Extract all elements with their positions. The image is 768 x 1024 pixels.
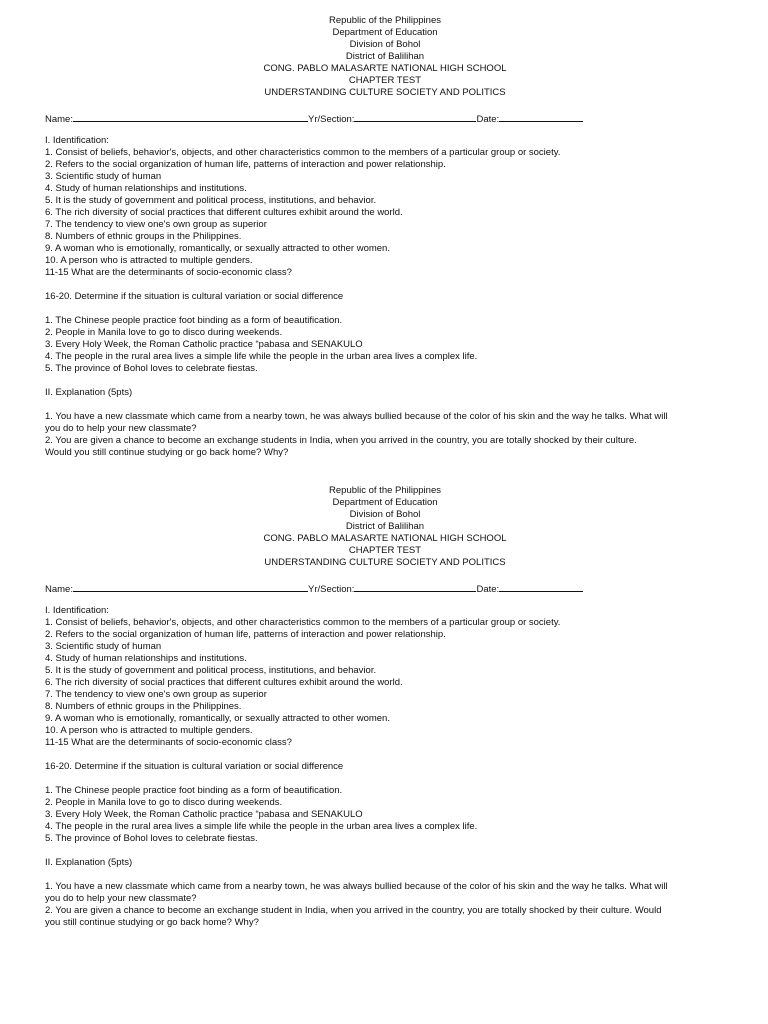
explanation-question-1-cont: you do to help your new classmate? — [45, 893, 197, 904]
identification-title: I. Identification: — [45, 135, 109, 146]
yr-section-blank[interactable] — [354, 581, 476, 592]
explanation-question-2-cont: Would you still continue studying or go back home? Why? — [45, 447, 289, 458]
explanation-question-1-cont: you do to help your new classmate? — [45, 423, 197, 434]
yr-section-label: Yr/Section: — [307, 114, 355, 125]
situation-item: 4. The people in the rural area lives a simple life while the people in the urban area lives a complex life. — [45, 351, 478, 362]
identification-item: 2. Refers to the social organization of human life, patterns of interaction and power relationship. — [45, 159, 446, 170]
situation-item: 2. People in Manila love to go to disco during weekends. — [45, 327, 283, 338]
yr-section-label: Yr/Section: — [307, 584, 355, 595]
situation-instruction: 16-20. Determine if the situation is cultural variation or social difference — [45, 761, 344, 772]
identification-item: 9. A woman who is emotionally, romantically, or sexually attracted to other women. — [45, 713, 390, 724]
header-subject: UNDERSTANDING CULTURE SOCIETY AND POLITICS — [264, 87, 506, 98]
identification-item: 3. Scientific study of human — [45, 641, 162, 652]
student-info-line — [45, 111, 725, 123]
header-district: District of Balilihan — [345, 521, 425, 532]
identification-item: 5. It is the study of government and political process, institutions, and behavior. — [45, 665, 377, 676]
date-blank[interactable] — [499, 581, 583, 592]
situation-item: 1. The Chinese people practice foot binding as a form of beautification. — [45, 785, 343, 796]
explanation-question-2: 2. You are given a chance to become an exchange students in India, when you arrived in the country, you are totally shocked by their culture. — [45, 435, 637, 446]
identification-item: 11-15 What are the determinants of socio-economic class? — [45, 737, 292, 748]
header-subject: UNDERSTANDING CULTURE SOCIETY AND POLITICS — [264, 557, 506, 568]
identification-item: 4. Study of human relationships and institutions. — [45, 183, 247, 194]
yr-section-blank[interactable] — [354, 111, 476, 122]
header-division: Division of Bohol — [349, 509, 421, 520]
identification-item: 11-15 What are the determinants of socio-economic class? — [45, 267, 292, 278]
header-school: CONG. PABLO MALASARTE NATIONAL HIGH SCHOOL — [263, 533, 507, 544]
name-label: Name: — [45, 584, 73, 595]
date-blank[interactable] — [499, 111, 583, 122]
header-school: CONG. PABLO MALASARTE NATIONAL HIGH SCHOOL — [263, 63, 507, 74]
situation-instruction: 16-20. Determine if the situation is cultural variation or social difference — [45, 291, 344, 302]
identification-item: 5. It is the study of government and political process, institutions, and behavior. — [45, 195, 377, 206]
date-label: Date: — [476, 114, 500, 125]
identification-title: I. Identification: — [45, 605, 109, 616]
header-division: Division of Bohol — [349, 39, 421, 50]
header-department: Department of Education — [332, 497, 438, 508]
header-republic: Republic of the Philippines — [329, 485, 441, 496]
identification-item: 2. Refers to the social organization of human life, patterns of interaction and power relationship. — [45, 629, 446, 640]
explanation-question-1: 1. You have a new classmate which came from a nearby town, he was always bullied because of the color of his skin and the way he talks. What will — [45, 411, 668, 422]
header-district: District of Balilihan — [345, 51, 425, 62]
chapter-test-copy-2 — [45, 485, 725, 929]
identification-item: 7. The tendency to view one's own group as superior — [45, 219, 267, 230]
identification-item: 3. Scientific study of human — [45, 171, 162, 182]
identification-item: 1. Consist of beliefs, behavior's, objects, and other characteristics common to the members of a particular group or society. — [45, 617, 561, 628]
identification-item: 10. A person who is attracted to multiple genders. — [45, 725, 253, 736]
document-header — [45, 485, 725, 569]
student-info-line — [45, 581, 725, 593]
header-republic: Republic of the Philippines — [329, 15, 441, 26]
identification-item: 8. Numbers of ethnic groups in the Philippines. — [45, 701, 242, 712]
chapter-test-copy-1 — [45, 15, 725, 459]
identification-item: 4. Study of human relationships and institutions. — [45, 653, 247, 664]
name-blank[interactable] — [73, 581, 308, 592]
explanation-question-2-cont: you still continue studying or go back home? Why? — [45, 917, 259, 928]
date-label: Date: — [476, 584, 500, 595]
situation-item: 3. Every Holy Week, the Roman Catholic practice “pabasa and SENAKULO — [45, 339, 363, 350]
identification-item: 6. The rich diversity of social practices that different cultures exhibit around the world. — [45, 207, 403, 218]
identification-item: 1. Consist of beliefs, behavior's, objects, and other characteristics common to the members of a particular group or society. — [45, 147, 561, 158]
header-test-type: CHAPTER TEST — [348, 545, 422, 556]
identification-item: 9. A woman who is emotionally, romantically, or sexually attracted to other women. — [45, 243, 390, 254]
name-blank[interactable] — [73, 111, 308, 122]
name-label: Name: — [45, 114, 73, 125]
explanation-title: II. Explanation (5pts) — [45, 857, 133, 868]
situation-item: 5. The province of Bohol loves to celebrate fiestas. — [45, 833, 258, 844]
document-header — [45, 15, 725, 99]
situation-item: 2. People in Manila love to go to disco during weekends. — [45, 797, 283, 808]
header-department: Department of Education — [332, 27, 438, 38]
header-test-type: CHAPTER TEST — [348, 75, 422, 86]
identification-item: 7. The tendency to view one's own group as superior — [45, 689, 267, 700]
explanation-title: II. Explanation (5pts) — [45, 387, 133, 398]
identification-item: 6. The rich diversity of social practices that different cultures exhibit around the world. — [45, 677, 403, 688]
situation-item: 4. The people in the rural area lives a simple life while the people in the urban area lives a complex life. — [45, 821, 478, 832]
explanation-question-2: 2. You are given a chance to become an exchange student in India, when you arrived in the country, you are totally shocked by their culture. Would — [45, 905, 662, 916]
situation-item: 3. Every Holy Week, the Roman Catholic practice “pabasa and SENAKULO — [45, 809, 363, 820]
identification-item: 10. A person who is attracted to multiple genders. — [45, 255, 253, 266]
situation-item: 1. The Chinese people practice foot binding as a form of beautification. — [45, 315, 343, 326]
explanation-question-1: 1. You have a new classmate which came from a nearby town, he was always bullied because of the color of his skin and the way he talks. What will — [45, 881, 668, 892]
situation-item: 5. The province of Bohol loves to celebrate fiestas. — [45, 363, 258, 374]
identification-item: 8. Numbers of ethnic groups in the Philippines. — [45, 231, 242, 242]
